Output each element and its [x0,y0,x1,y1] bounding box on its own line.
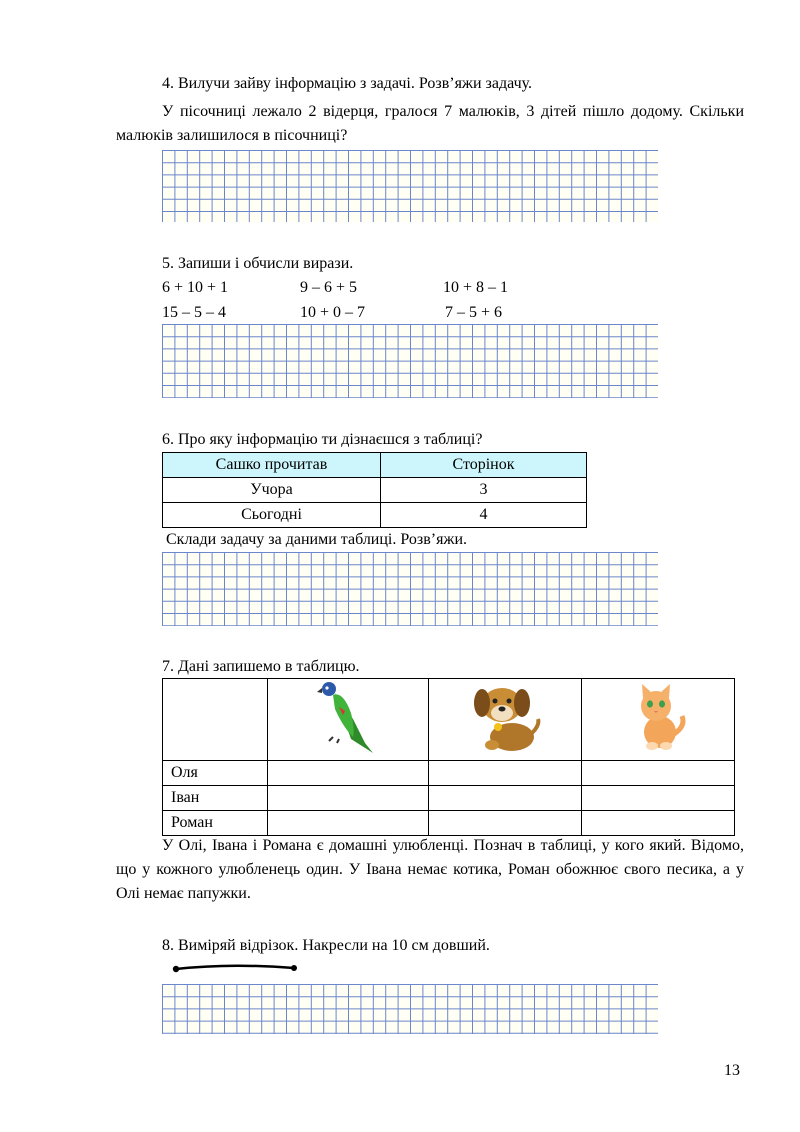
answer-grid-task6[interactable] [162,552,658,626]
name-cell: Роман [163,811,268,836]
answer-grid-task5[interactable] [162,324,658,398]
answer-grid-task8[interactable] [162,984,658,1034]
pets-table [162,678,735,836]
page-number: 13 [724,1062,740,1079]
answer-cell[interactable] [429,761,582,786]
segment-to-measure [170,960,300,976]
expression: 15 – 5 – 4 [162,304,226,321]
parrot-cell [268,679,429,761]
cat-icon [628,682,688,752]
name-cell: Оля [163,761,268,786]
task7-heading: 7. Дані запишемо в таблицю. [162,658,360,675]
cat-cell [582,679,735,761]
task5-heading: 5. Запиши і обчисли вирази. [162,255,354,272]
dog-icon [468,679,542,755]
table-header: Сторінок [381,453,587,478]
answer-cell[interactable] [268,761,429,786]
answer-cell[interactable] [582,761,735,786]
task4-text: У пісочниці лежало 2 відерця, гралося 7 малюків, 3 дітей пішло додому. Скільки малюків залишилося в пісочниці? [116,103,744,144]
expression: 7 – 5 + 6 [445,304,503,321]
answer-cell[interactable] [582,786,735,811]
table-header: Сашко прочитав [163,453,381,478]
parrot-icon [313,679,383,755]
pages-read-table [162,452,587,528]
task7-text: У Олі, Івана і Романа є домашні улюбленці. Познач в таблиці, у кого який. Відомо, що у кожного улюбленець один. У Івана немає котика, Роман обожнює свого песика, а у Олі немає папужки. [116,837,744,902]
answer-cell[interactable] [268,811,429,836]
table-cell: Сьогодні [163,503,381,528]
answer-cell[interactable] [268,786,429,811]
name-cell: Іван [163,786,268,811]
table-cell: 4 [381,503,587,528]
answer-cell[interactable] [429,786,582,811]
expression: 10 + 0 – 7 [300,304,366,321]
expression: 9 – 6 + 5 [300,279,358,296]
answer-cell[interactable] [582,811,735,836]
task8-heading: 8. Виміряй відрізок. Накресли на 10 см довший. [162,937,490,954]
task6-instruction: Склади задачу за даними таблиці. Розв’яжи. [166,531,468,548]
table-cell: 3 [381,478,587,503]
task6-heading: 6. Про яку інформацію ти дізнаєшся з таблиці? [162,431,483,448]
answer-grid-task4[interactable] [162,150,658,222]
task4-heading: 4. Вилучи зайву інформацію з задачі. Розв’яжи задачу. [162,75,533,92]
dog-cell [429,679,582,761]
expression: 10 + 8 – 1 [443,279,509,296]
answer-cell[interactable] [429,811,582,836]
expression: 6 + 10 + 1 [162,279,229,296]
corner-cell [163,679,268,761]
table-cell: Учора [163,478,381,503]
